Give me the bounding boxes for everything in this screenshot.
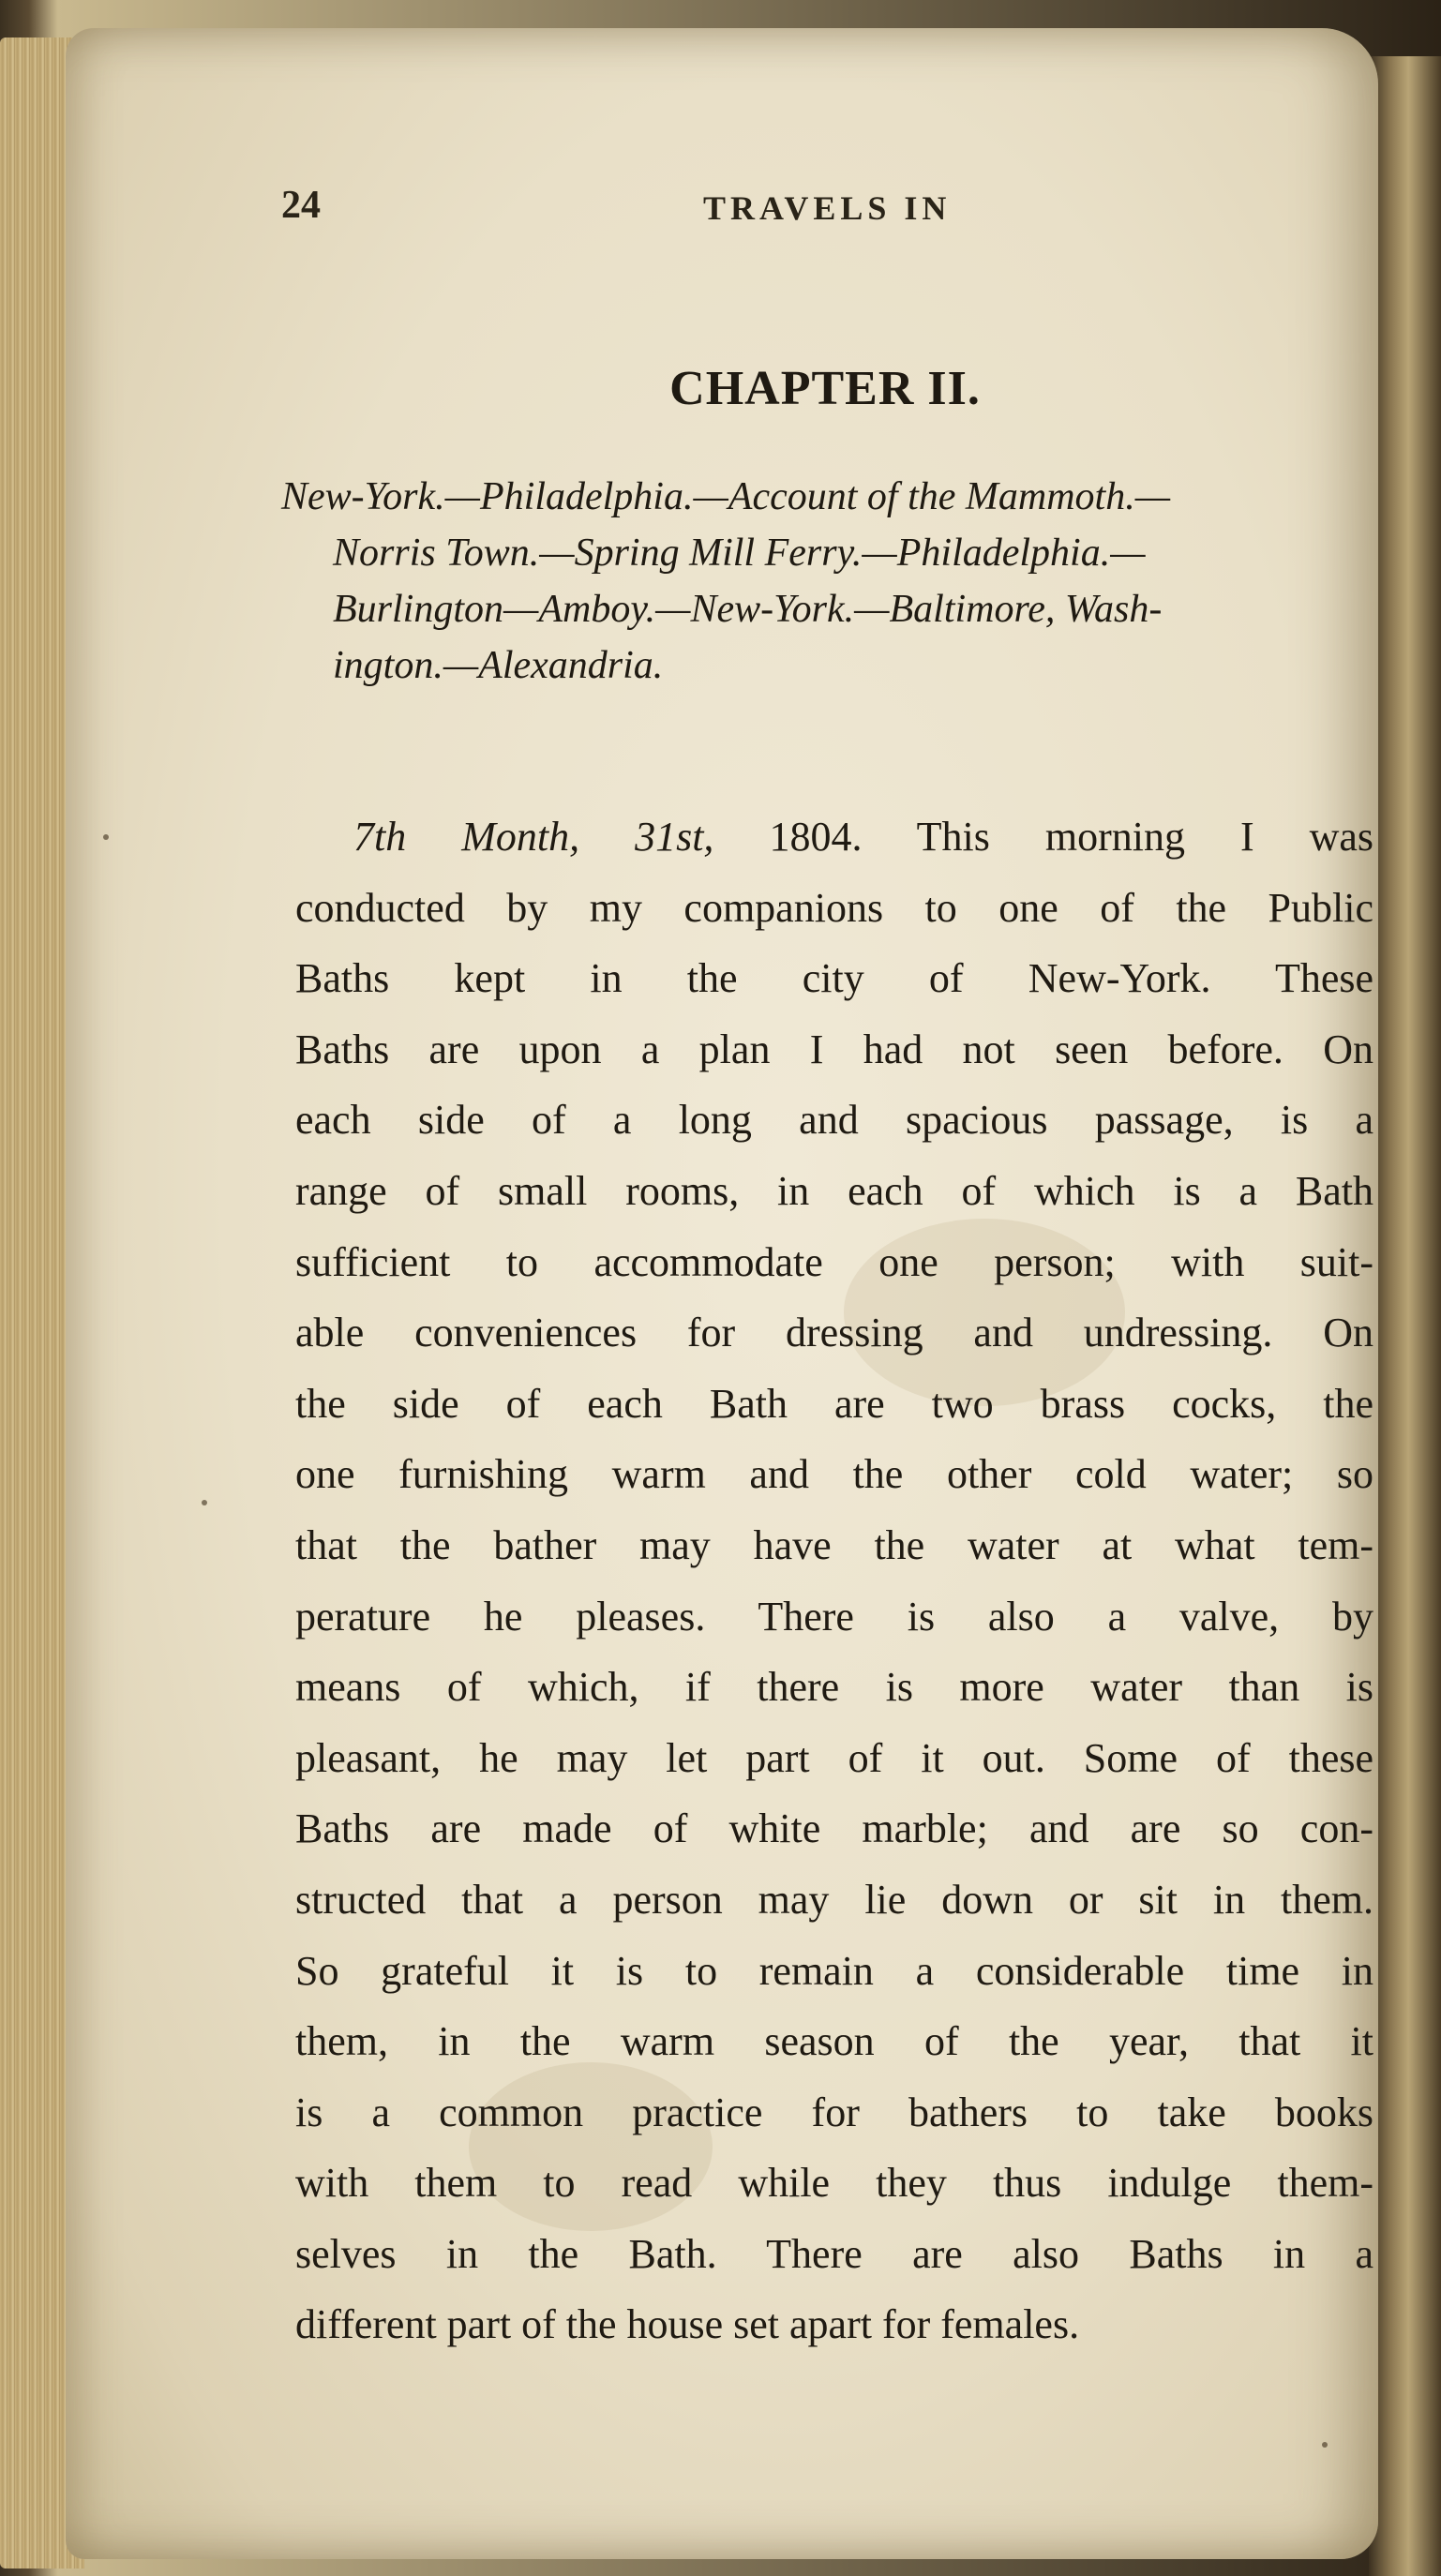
paper-speck [103,834,109,840]
text-line: one furnishing warm and the other cold water; so [295,1451,1373,1498]
synopsis-line: New-York.—Philadelphia.—Account of the Mammoth.— [281,475,1171,518]
page-header [281,183,1219,239]
text-line: Baths are made of white marble; and are so con- [295,1805,1373,1852]
synopsis-line: ington.—Alexandria. [333,644,664,687]
text-line: with them to read while they thus indulge them- [295,2160,1373,2207]
text-line: that the bather may have the water at what tem- [295,1521,1373,1568]
text-line: means of which, if there is more water than is [295,1664,1373,1711]
entry-year: 1804. [769,814,863,860]
body-paragraph [295,801,1383,2360]
running-title: TRAVELS IN [703,189,952,227]
text-line: different part of the house set apart for females. [295,2301,1080,2348]
text-line: So grateful it is to remain a considerable time in [295,1947,1373,1994]
text-line: conducted by my companions to one of the Public [295,884,1373,931]
text-line: each side of a long and spacious passage, is a [295,1097,1373,1144]
text-line: Baths are upon a plan I had not seen before. On [295,1026,1373,1072]
text-line: range of small rooms, in each of which is a Bath [295,1167,1373,1214]
text-line: them, in the warm season of the year, that it [295,2018,1373,2065]
paper-speck [1322,2442,1328,2448]
paper-speck [202,1500,207,1505]
text-line: structed that a person may lie down or sit in them. [295,1876,1373,1923]
synopsis-line: Burlington—Amboy.—New-York.—Baltimore, Wash- [333,588,1163,631]
chapter-title: CHAPTER II. [669,362,981,415]
entry-date: 7th Month, 31st, [353,814,714,860]
text-line: selves in the Bath. There are also Baths in a [295,2230,1373,2277]
text-line: able conveniences for dressing and undressing. On [295,1310,1373,1356]
chapter-synopsis [281,469,1388,694]
page-number: 24 [281,184,321,227]
text-fragment: This morning I was [916,814,1374,860]
text-line: perature he pleases. There is also a valve, by [295,1593,1373,1640]
text-line: pleasant, he may let part of it out. Some of these [295,1734,1373,1781]
text-line: is a common practice for bathers to take books [295,2089,1373,2135]
text-line [295,801,1373,873]
text-line: Baths kept in the city of New-York. These [295,955,1373,1002]
synopsis-line: Norris Town.—Spring Mill Ferry.—Philadelphia.— [333,532,1146,575]
text-line: sufficient to accommodate one person; with suit- [295,1238,1373,1285]
text-line: the side of each Bath are two brass cocks, the [295,1380,1373,1427]
